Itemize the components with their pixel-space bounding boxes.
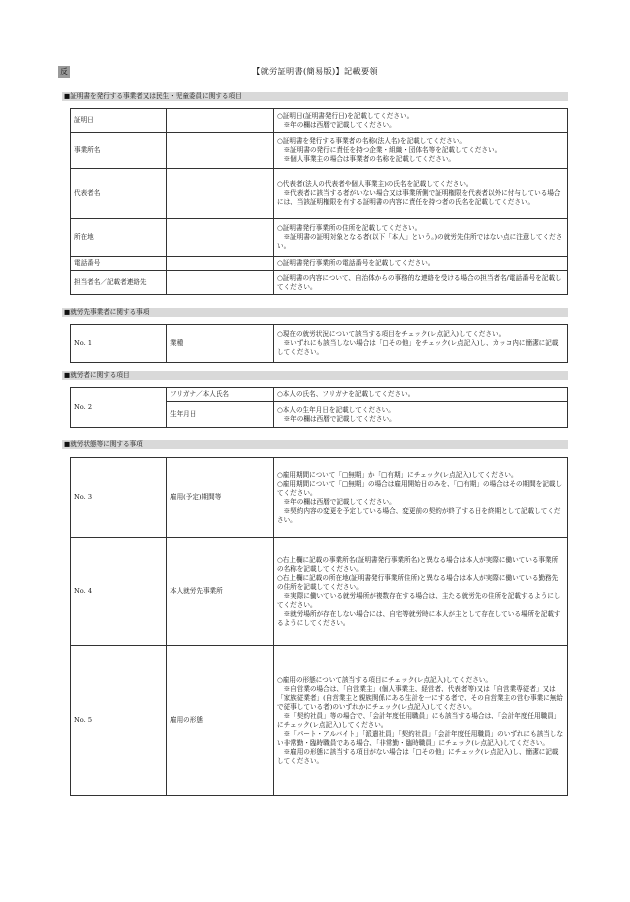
row-description	[274, 271, 568, 295]
row-label: 担当者名／記載者連絡先	[71, 271, 167, 295]
employer-table	[70, 324, 568, 363]
row-empty-cell	[167, 109, 274, 133]
description-line: ○雇用期間について「□無期」か「□有期」にチェック(レ点記入)してください。	[277, 470, 518, 479]
description-line: ○右上欄に記載の事業所名(証明書発行事業所名)と異なる場合は本人が実際に働いている事業所の名称を記載してください。	[277, 555, 559, 573]
row-label: 雇用(予定)期間等	[167, 458, 274, 538]
table-row	[71, 458, 568, 538]
description-line: ※証明書の証明対象となる者(以下「本人」という。)の就労先住所ではない点に注意してください。	[277, 233, 563, 250]
row-description	[274, 402, 568, 428]
section-heading-worker: ■就労者に関する項目	[62, 371, 568, 380]
description-line: ○証明書を発行する事業者の名称(法人名)を記載してください。	[277, 137, 466, 145]
row-description	[274, 325, 568, 363]
row-description	[274, 257, 568, 271]
description-line: ○雇用の形態について該当する項目にチェック(レ点記入)してください。	[277, 675, 492, 684]
row-description	[274, 133, 568, 169]
section-heading-employment: ■就労状態等に関する事項	[62, 440, 568, 449]
description-line: ○代表者(法人の代表者や個人事業主)の氏名を記載してください。	[277, 180, 473, 188]
row-label: 電話番号	[71, 257, 167, 271]
row-number: No. 1	[71, 325, 167, 363]
row-empty-cell	[167, 133, 274, 169]
row-description	[274, 109, 568, 133]
description-line: ※「パート・アルバイト」「派遣社員」「契約社員」「会計年度任用職員」のいずれにも該当しない非常勤・臨時職員である場合、「非常勤・臨時職員」にチェック(レ点記入)してください。	[277, 729, 564, 747]
table-row	[71, 646, 568, 796]
description-line: ○証明書の内容について、自治体からの事務的な連絡を受ける場合の担当者名/電話番号を記載してください。	[277, 273, 562, 291]
row-empty-cell	[167, 219, 274, 257]
row-number: No. 3	[71, 458, 167, 538]
row-description	[274, 169, 568, 219]
description-line: ※いずれにも該当しない場合は「□その他」をチェック(レ点記入)し、カッコ内に簡潔に記載してください。	[277, 339, 559, 356]
row-empty-cell	[167, 271, 274, 295]
table-row	[71, 271, 568, 295]
row-description	[274, 388, 568, 402]
description-line: ※年の欄は西暦で記載してください。	[277, 414, 396, 423]
description-line: ※証明書の発行に責任を持つ企業・組織・団体名等を記載してください。	[277, 146, 502, 154]
description-line: ※個人事業主の場合は事業者の名称を記載してください。	[277, 155, 456, 163]
worker-table	[70, 387, 568, 428]
table-row	[71, 388, 568, 402]
description-line: ※雇用の形態に該当する項目がない場合は「□その他」にチェック(レ点記入)し、簡潔に記載してください。	[277, 747, 559, 765]
employment-table	[70, 457, 568, 796]
document-title: 【就労証明書(簡易版)】記載要領	[252, 66, 378, 76]
table-row	[71, 325, 568, 363]
description-line: ※実際に働いている就労場所が複数存在する場合は、主たる就労先の住所を記載するようにしてください。	[277, 591, 561, 609]
issuer-table	[70, 108, 568, 295]
row-label: 事業所名	[71, 133, 167, 169]
row-label: 生年月日	[167, 402, 274, 428]
description-line: ※年の欄は西暦で記載してください。	[277, 497, 396, 506]
description-line: ○本人の氏名、フリガナを記載してください。	[277, 390, 415, 398]
description-line: ○雇用期間について「□無期」の場合は雇用開始日のみを、「□有期」の場合はその期間を記載してください。	[277, 479, 563, 497]
row-label: 業種	[167, 325, 274, 363]
row-label: フリガナ／本人氏名	[167, 388, 274, 402]
description-line: ※「契約社員」等の場合で、「会計年度任用職員」にも該当する場合は、「会計年度任用職員」にチェック(レ点記入)してください。	[277, 711, 561, 729]
section-heading-employer: ■就労先事業者に関する事項	[62, 308, 568, 317]
row-number: No. 4	[71, 538, 167, 646]
row-description	[274, 646, 568, 796]
description-line: ※自営業の場合は、「自営業主」(個人事業主、経営者、代表者等)又は「自営業専従者」又は「家族従業者」(自営業主と親族関係にある生計を一にする者で、その自営業主の営む事業に無給で従事している者)のいずれかにチェック(レ点記入)してください。	[277, 684, 563, 711]
description-line: ○証明書発行事業所の住所を記載してください。	[277, 224, 422, 232]
row-number: No. 2	[71, 388, 167, 428]
row-label: 代表者名	[71, 169, 167, 219]
row-description	[274, 458, 568, 538]
description-line: ※就労場所が存在しない場合には、自宅等就労時に本人が主として存在している場所を記載するようにしてください。	[277, 609, 561, 627]
description-line: ※代表者に該当する者がいない場合又は事業所側で証明権限を代表者以外に付与している場合には、当該証明権限を有する証明書の内容に責任を持つ者の氏名を記載してください。	[277, 189, 561, 206]
row-label: 所在地	[71, 219, 167, 257]
document-badge: 反	[58, 66, 70, 78]
row-label: 本人就労先事業所	[167, 538, 274, 646]
row-label: 雇用の形態	[167, 646, 274, 796]
section-heading-issuer: ■証明書を発行する事業者又は民生・児童委員に関する項目	[62, 92, 568, 101]
description-line: ※契約内容の変更を予定している場合、変更前の契約が終了する日を終期として記載してください。	[277, 506, 561, 524]
table-row	[71, 109, 568, 133]
table-row	[71, 219, 568, 257]
row-empty-cell	[167, 257, 274, 271]
description-line: ○証明日(証明書発行日)を記載してください。	[277, 111, 414, 120]
description-line: ○現在の就労状況について該当する項目をチェック(レ点記入)してください。	[277, 330, 506, 338]
table-row	[71, 257, 568, 271]
row-label: 証明日	[71, 109, 167, 133]
description-line: ○本人の生年月日を記載してください。	[277, 405, 395, 414]
description-line: ○右上欄に記載の所在地(証明書発行事業所住所)と異なる場合は本人が実際に働いている勤務先の住所を記載してください。	[277, 573, 559, 591]
table-row	[71, 538, 568, 646]
table-row	[71, 133, 568, 169]
row-number: No. 5	[71, 646, 167, 796]
row-description	[274, 538, 568, 646]
row-description	[274, 219, 568, 257]
description-line: ○証明書発行事業所の電話番号を記載してください。	[277, 259, 435, 267]
row-empty-cell	[167, 169, 274, 219]
table-row	[71, 169, 568, 219]
description-line: ※年の欄は西暦で記載してください。	[277, 120, 396, 129]
